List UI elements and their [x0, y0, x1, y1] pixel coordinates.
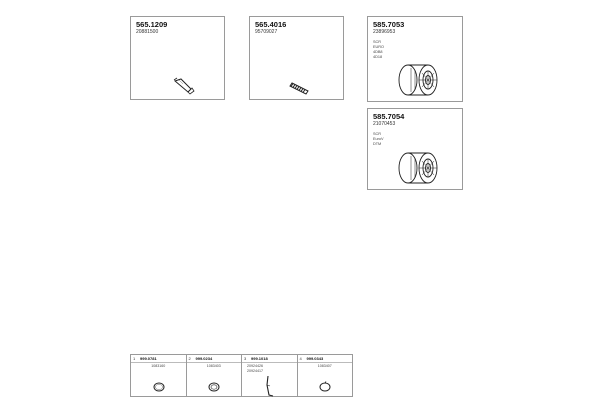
note-line: SCR — [373, 40, 382, 44]
part-header — [298, 355, 353, 363]
spec-notes — [373, 132, 384, 147]
ref-line: 1083403 — [206, 364, 221, 368]
reference-number: 23896953 — [373, 29, 396, 35]
part-number: 999.0234 — [195, 356, 213, 361]
pipe-icon — [171, 75, 197, 95]
reference-number: 20881500 — [136, 29, 159, 35]
note-line: 4DB8 — [373, 50, 383, 54]
reference-number — [187, 364, 242, 369]
part-card-585-7054[interactable] — [367, 108, 463, 190]
note-line: EURO — [373, 45, 384, 49]
catalytic-converter-icon — [396, 61, 442, 99]
accessory-parts-table — [130, 354, 353, 397]
part-number: 999.0781 — [140, 356, 157, 361]
catalytic-converter-icon — [396, 149, 442, 187]
part-number: 585.7053 — [373, 20, 405, 29]
part-index: 1 — [133, 356, 136, 361]
clamp-icon — [318, 381, 332, 393]
reference-number — [298, 364, 353, 369]
part-header — [187, 355, 242, 363]
accessory-part-4[interactable] — [297, 355, 353, 396]
accessory-part-2[interactable] — [186, 355, 242, 396]
part-number: 999.0343 — [306, 356, 324, 361]
ref-line: 1083407 — [317, 364, 332, 368]
ref-line: 1083160 — [151, 364, 166, 368]
ref-line: 20924426 — [247, 364, 263, 368]
note-line: SCR — [373, 132, 382, 136]
note-line: DTM — [373, 142, 382, 146]
clamp-icon — [152, 381, 166, 393]
accessory-part-3[interactable] — [241, 355, 297, 396]
part-header — [131, 355, 186, 363]
accessory-part-1[interactable] — [131, 355, 186, 396]
flexible-hose-icon — [288, 79, 314, 97]
reference-number — [131, 364, 186, 369]
part-number: 565.4016 — [255, 20, 287, 29]
part-card-565-4016[interactable] — [249, 16, 344, 100]
part-number: 585.7054 — [373, 112, 405, 121]
reference-number: 95709027 — [255, 29, 278, 35]
part-card-585-7053[interactable] — [367, 16, 463, 102]
ref-line: 20924417 — [247, 368, 263, 373]
part-number: 565.1209 — [136, 20, 168, 29]
part-index: 2 — [188, 356, 191, 361]
part-index: 3 — [244, 356, 247, 361]
part-card-565-1209[interactable] — [130, 16, 225, 100]
note-line: EuroV — [373, 137, 384, 141]
part-number: 999.1018 — [251, 356, 268, 361]
bracket-icon — [264, 375, 276, 397]
part-header — [242, 355, 297, 363]
note-line: 4D18 — [373, 55, 383, 59]
gasket-icon — [207, 381, 221, 393]
part-index: 4 — [299, 356, 302, 361]
spec-notes — [373, 40, 384, 60]
reference-number — [247, 364, 297, 373]
reference-number: 21070453 — [373, 121, 396, 127]
